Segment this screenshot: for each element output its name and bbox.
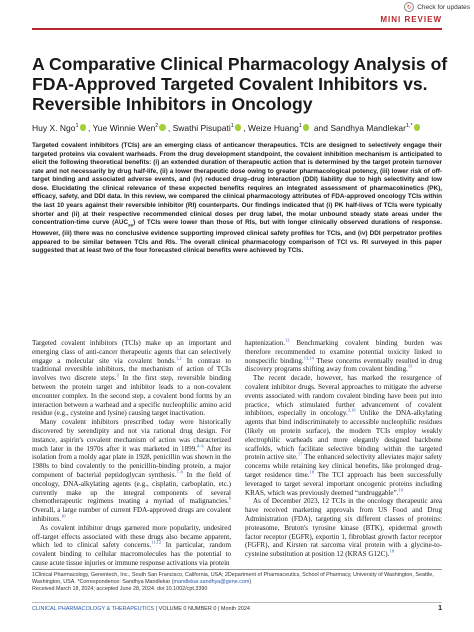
body-paragraph: As of December 2023, 12 TCIs in the oncology therapeutic area have received marketing approvals from US Food and Drug Administration (FDA), targeting six different classes of proteins: proteasome, Bruton's tyrosine kinase (BTK), epidermal growth factor receptor (EGFR), exportin 1, fibroblast growth factor receptor (FGFR), and Kirsten rat sarcoma viral protein with a glycine-to-cysteine substitution at position 12 (KRAS G12C).$^{18}$ — [245, 497, 442, 559]
body-column-right — [245, 339, 442, 559]
orcid-icon[interactable] — [159, 124, 166, 131]
author-affiliation: 1 — [298, 123, 302, 129]
body-paragraph: Targeted covalent inhibitors (TCIs) make up an important and emerging class of anti-cancer therapeutic agents that can selectively engage a molecular site via covalent bonds.$^{1,2}$ In contrast to traditional reversible inhibitors, the mechanism of action of TCIs involves two discrete steps.$^3$ In the first step, reversible binding between the protein target and inhibitor leads to a non-covalent encounter complex. In the second step, a covalent bond forms by an interaction between a warhead and a specific nucleophilic amino acid residue (e.g., cysteine and lysine) causing target inactivation. — [32, 339, 231, 418]
header-divider — [32, 28, 442, 30]
author-name: Weize Huang — [248, 122, 299, 133]
author-list: Huy X. Ngo$^1$ , Yue Winnie Wen$^2$ , Swathi Pisupati$^1$ , Weize Huang$^1$ and Sandhya Mandlekar$^{1,*}$ — [32, 121, 452, 134]
footer-divider — [32, 602, 442, 603]
abstract: Targeted covalent inhibitors (TCIs) are an emerging class of anticancer therapeutics. TCIs are designed to selectively engage their targeted proteins via covalent warheads. From the drug development standpoint, the covalent inhibition mechanism is anticipated to elicit the following theoretical benefits: (i) an extended duration of therapeutic action that is determined by the target protein turnover rate and not necessarily by drug half-life, (ii) a lower therapeutic dose owing to greater pharmacological potency, (iii) lower risk of off-target binding and associated adverse events, and (iv) reduced drug–drug interaction (DDI) liability due to high selectivity and low dose. Elucidating the clinical relevance of these expected benefits requires an integrated assessment of pharmacokinetics (PK), efficacy, safety, and DDI data. In this review, we compared the clinical pharmacology attributes of FDA-approved oncology TCIs within the last 10 years against their reversible inhibitor (RI) counterparts. Our findings indicated that (i) PK half-lives of TCIs were typically shorter and (ii) at their respective recommended clinical doses per drug label, the molar unbound steady state areas under the concentration-time curve $(AUC_{ss})$ of TCIs were lower than those of RIs, but with longer clinically observed durations of response. However, (iii) there was no conclusive evidence supporting improved clinical safety profiles for TCIs, and (iv) DDI perpetrator profiles appeared to be similar between TCIs and RIs. The overall clinical pharmacology comparison of TCI vs. RI surveyed in this paper suggested that at least two of the four forecasted clinical benefits were achieved by TCIs. — [32, 142, 442, 255]
body-paragraph: As covalent inhibitor drugs garnered more popularity, undesired off-target effects associated with these drugs also became apparent, which led to clinical safety concerns.$^{11,12}$ In particular, random covalent binding to cellular macromolecules has the potential to cause acute tissue injuries or immune response activations via protein — [32, 523, 231, 567]
body-paragraph: The recent decade, however, has marked the resurgence of covalent inhibitor drugs. Several approaches to mitigate the adverse events associated with random covalent binding have been put into practice, which stimulated further advancement of covalent inhibitors, especially in oncology.$^{3,16}$ Unlike the DNA-alkylating agents that bind indiscriminately to accessible nucleophilic residues (likely on protein surface), the modern TCIs employ weakly electrophilic warheads and more elegantly designed backbone scaffolds, which facilitate selective binding within the targeted protein active site.$^{17}$ The enhanced selectivity alleviates major safety concerns while retaining key clinical benefits, like prolonged drug-target residence time.$^{18}$ The TCI approach has been successfully leveraged to target several important oncogenic proteins including KRAS, which was previously deemed “undruggable”.$^{19}$ — [245, 374, 443, 497]
orcid-icon[interactable] — [235, 124, 242, 131]
issue-info: | VOLUME 0 NUMBER 0 | Month 2024 — [155, 606, 250, 612]
journal-footer — [32, 606, 442, 612]
page-number: 1 — [438, 605, 442, 612]
affiliations-note: 1Clinical Pharmacology, Genentech, Inc., South San Francisco, California, USA; 2Department of Pharmaceutics, School of Pharmacy, University of Washington, Seattle, Washington, USA. *Correspondence: Sandhya Mandlekar (mandlekar.sandhya@gene.com) — [32, 572, 434, 586]
check-for-updates-badge[interactable] — [404, 2, 470, 12]
author-name: Swathi Pisupati — [172, 122, 231, 133]
orcid-icon[interactable] — [414, 124, 421, 131]
author-affiliation: 2 — [155, 123, 159, 129]
received-accepted-dates: Received March 18, 2024; accepted June 28, 2024. doi:10.1002/cpt.3390 — [32, 586, 208, 593]
author-name: Huy X. Ngo — [32, 122, 76, 133]
body-column-left — [32, 339, 231, 568]
correspondence-email-link[interactable]: mandlekar.sandhya@gene.com — [173, 579, 250, 586]
author-name: Yue Winnie Wen — [92, 122, 156, 133]
orcid-icon[interactable] — [303, 124, 310, 131]
author-affiliation: 1,* — [405, 123, 413, 129]
body-paragraph: haptenization.$^{12}$ Benchmarking covalent binding burden was therefore recommended to examine potential toxicity linked to nonspecific binding.$^{13,14}$ These concerns eventually resulted in drug discovery programs shifting away from covalent binding.$^{15}$ — [245, 337, 442, 374]
refresh-icon: ↻ — [404, 2, 414, 12]
orcid-icon[interactable] — [80, 124, 87, 131]
author-name: Sandhya Mandlekar — [330, 122, 406, 133]
body-paragraph: Many covalent inhibitors prescribed today were historically discovered by serendipity and not via rational drug design. For instance, aspirin's covalent mechanism of action was characterized much later in the 1970s after it was marketed in 1899.$^{4-6}$ After its isolation from a moldy agar plate in 1928, penicillin was shown in the 1980s to bind covalently to the penicillin-binding protein, a major component of bacterial peptidoglycan synthesis.$^{7-9}$ In the field of oncology, DNA-alkylating agents (e.g., cisplatin, carboplatin, etc.) currently make up the integral components of several chemotherapeutic regimens treating a myriad of malignancies.$^6$ Overall, a large number of current FDA-approved drugs are covalent inhibitors.$^{10}$ — [32, 418, 231, 523]
section-label: MINI REVIEW — [380, 15, 442, 24]
article-title: A Comparative Clinical Pharmacology Analysis of FDA-Approved Targeted Covalent Inhibitors vs. Reversible Inhibitors in Oncology — [32, 54, 448, 114]
author-affiliation: 1 — [230, 123, 234, 129]
journal-name[interactable]: CLINICAL PHARMACOLOGY & THERAPEUTICS — [32, 606, 155, 612]
check-updates-label: Check for updates — [417, 3, 470, 11]
footnote-divider — [32, 569, 442, 570]
footnotes — [32, 572, 442, 594]
author-affiliation: 1 — [75, 123, 79, 129]
